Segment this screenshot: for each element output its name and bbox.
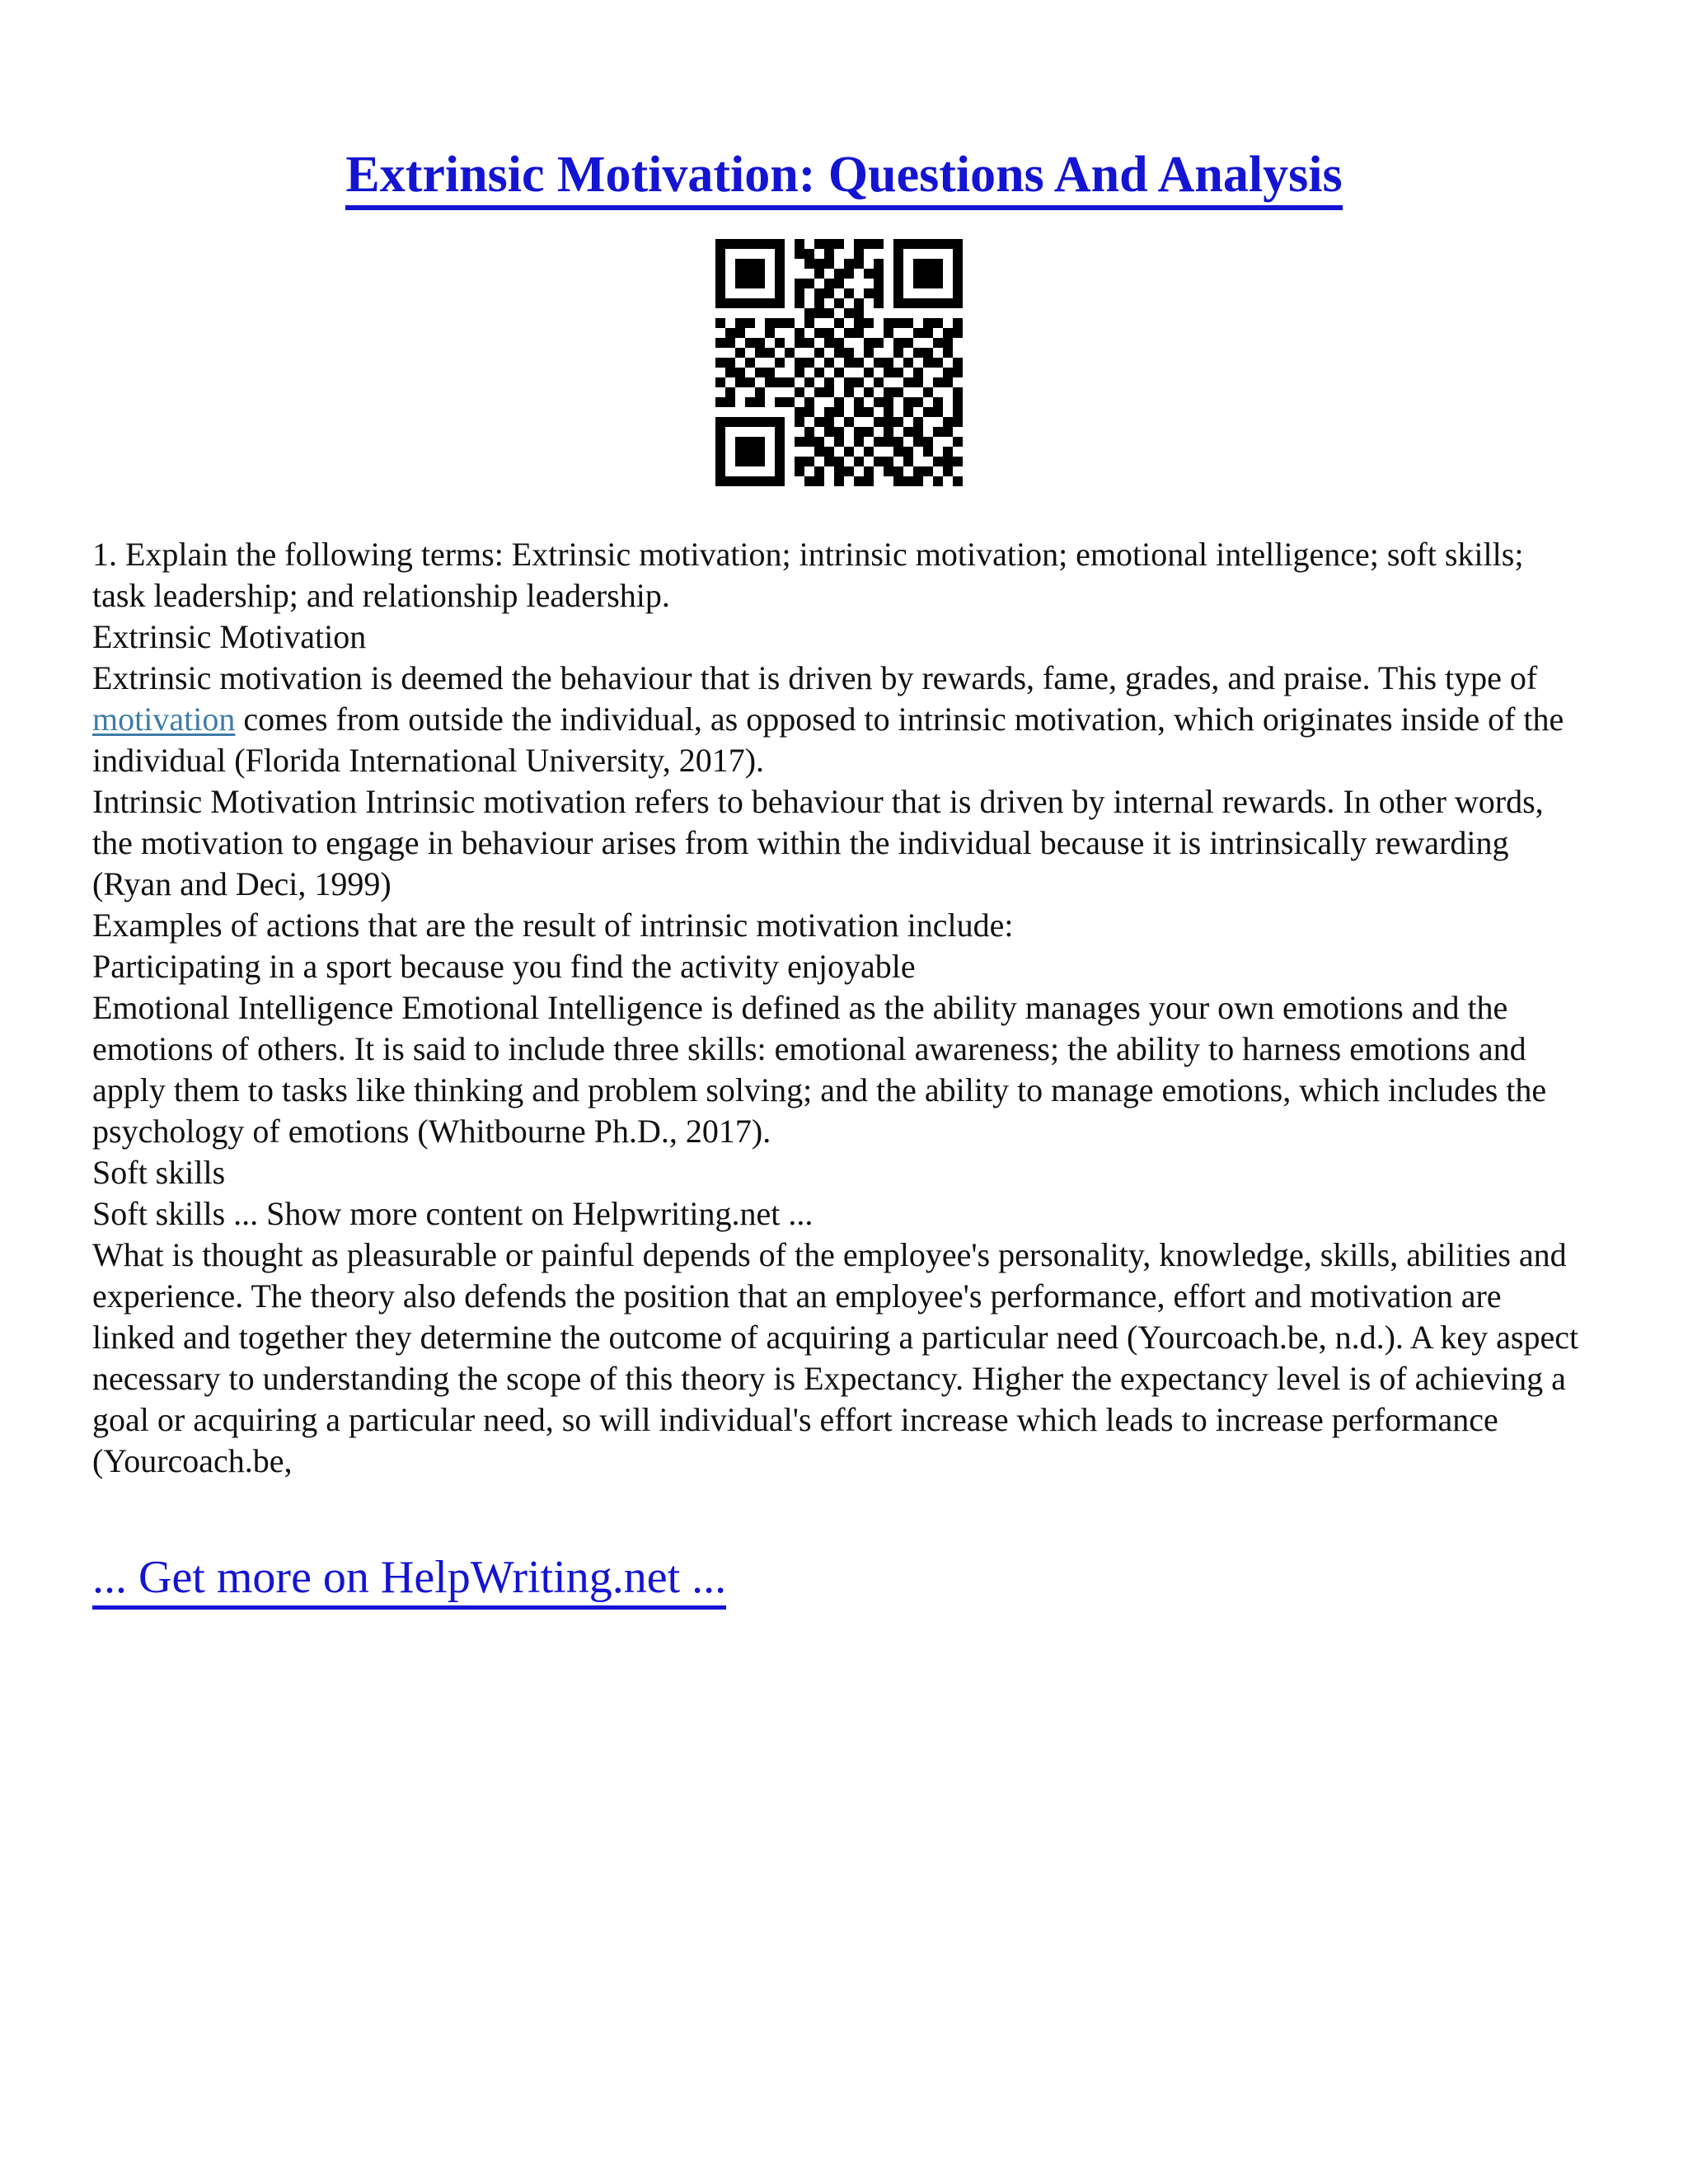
paragraph-emotional-intelligence: Emotional Intelligence Emotional Intelligence is defined as the ability manages your own emotions and the emotions of others. It is said to include three skills: emotional awareness; the ability to harness emotions and apply them to tasks like thinking and problem solving; and the ability to manage emotions, which includes the psychology of emotions (Whitbourne Ph.D., 2017). <box>92 989 1547 1150</box>
paragraph-intrinsic-motivation: Intrinsic Motivation Intrinsic motivation refers to behaviour that is driven by internal rewards. In other words, the motivation to engage in behaviour arises from within the individual because it is intrinsically rewarding (Ryan and Deci, 1999) <box>92 783 1544 902</box>
document-body <box>92 534 1581 1482</box>
paragraph-soft-skills-teaser: Soft skills ... Show more content on Helpwriting.net ... <box>92 1195 814 1232</box>
paragraph-example-sport: Participating in a sport because you find the activity enjoyable <box>92 948 916 985</box>
extrinsic-text-before-link: Extrinsic motivation is deemed the behaviour that is driven by rewards, fame, grades, and praise. This type of <box>92 659 1538 696</box>
get-more-on-helpwriting-link[interactable]: ... Get more on HelpWriting.net ... <box>92 1549 726 1610</box>
extrinsic-text-after-link: comes from outside the individual, as opposed to intrinsic motivation, which originates inside of the individual (Florida International University, 2017). <box>92 701 1564 779</box>
page-title-text: Extrinsic Motivation: Questions And Analysis <box>345 147 1342 210</box>
motivation-link[interactable]: motivation <box>92 701 236 738</box>
paragraph-question: 1. Explain the following terms: Extrinsic motivation; intrinsic motivation; emotional intelligence; soft skills; task leadership; and relationship leadership. <box>92 536 1524 614</box>
paragraph-examples-intro: Examples of actions that are the result of intrinsic motivation include: <box>92 907 1014 944</box>
paragraph-expectancy-theory: What is thought as pleasurable or painful depends of the employee's personality, knowledge, skills, abilities and experience. The theory also defends the position that an employee's performance, effort and motivation are linked and together they determine the outcome of acquiring a particular need (Yourcoach.be, n.d.). A key aspect necessary to understanding the scope of this theory is Expectancy. Higher the expectancy level is of achieving a goal or acquiring a particular need, so will individual's effort increase which leads to increase performance (Yourcoach.be, <box>92 1236 1579 1479</box>
paragraph-extrinsic-motivation-body <box>92 658 1581 781</box>
qr-code <box>715 239 963 486</box>
paragraph-heading-extrinsic-motivation: Extrinsic Motivation <box>92 618 367 655</box>
footer-link-row <box>92 1549 1581 1610</box>
qr-code-canvas <box>715 239 963 486</box>
paragraph-heading-soft-skills: Soft skills <box>92 1154 226 1191</box>
page-title <box>0 147 1688 210</box>
